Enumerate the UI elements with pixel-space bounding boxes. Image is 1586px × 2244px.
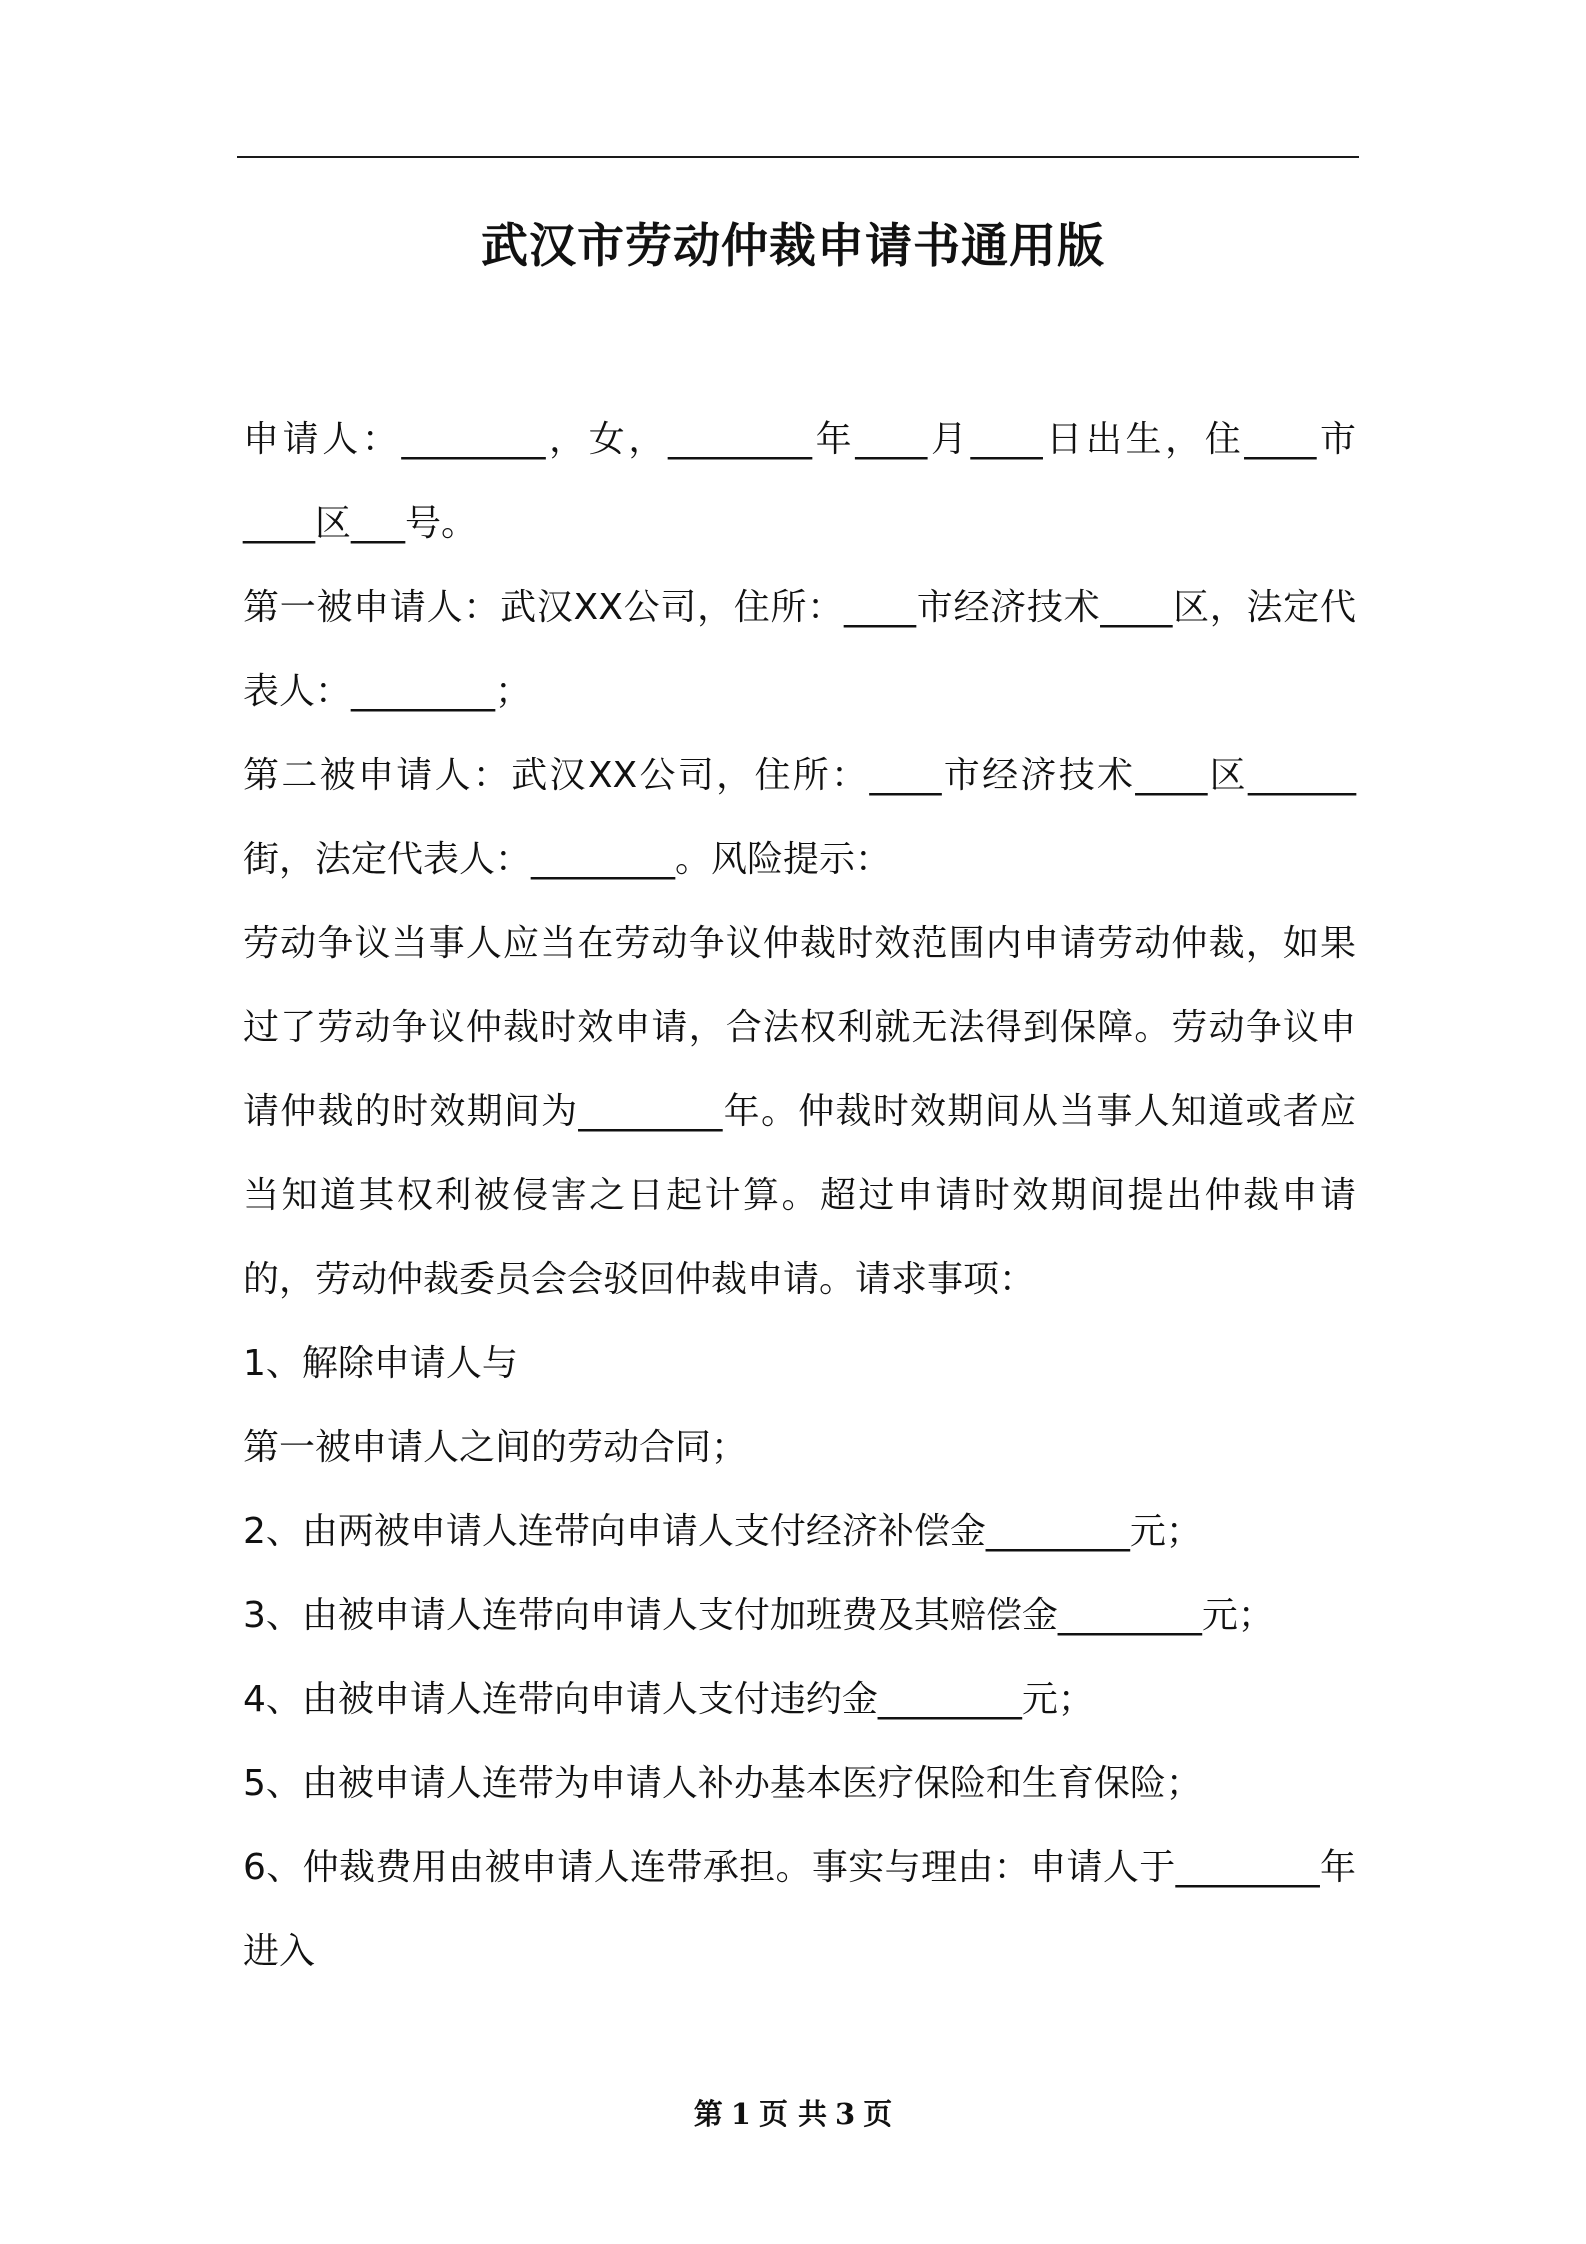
claim-item-2: 2、由两被申请人连带向申请人支付经济补偿金________元； [243, 1511, 1202, 1552]
page-label-middle: 页 共 [758, 2097, 828, 2131]
total-pages: 3 [835, 2097, 856, 2131]
second-respondent-paragraph: 第二被申请人：武汉XX公司，住所：____市经济技术____区______街，法定代表人：________。风险提示： [243, 755, 1356, 880]
claim-item-5: 5、由被申请人连带为申请人补办基本医疗保险和生育保险； [243, 1763, 1202, 1804]
page-label-prefix: 第 [693, 2097, 723, 2131]
document-body [243, 398, 1356, 1994]
claim-item-1-continued: 第一被申请人之间的劳动合同； [243, 1427, 748, 1468]
page-number: 1 [730, 2097, 751, 2131]
page-label-suffix: 页 [863, 2097, 893, 2131]
first-respondent-paragraph: 第一被申请人：武汉XX公司，住所：____市经济技术____区，法定代表人：________； [243, 587, 1356, 712]
risk-notice-paragraph: 劳动争议当事人应当在劳动争议仲裁时效范围内申请劳动仲裁，如果过了劳动争议仲裁时效申请，合法权利就无法得到保障。劳动争议申请仲裁的时效期间为________年。仲裁时效期间从当事人知道或者应当知道其权利被侵害之日起计算。超过申请时效期间提出仲裁申请的，劳动仲裁委员会会驳回仲裁申请。请求事项： [243, 923, 1356, 1300]
claim-item-4: 4、由被申请人连带向申请人支付违约金________元； [243, 1679, 1094, 1720]
claim-item-1: 1、解除申请人与 [243, 1343, 518, 1384]
applicant-paragraph: 申请人：________，女，________年____月____日出生，住____市____区___号。 [243, 419, 1356, 544]
page-footer [0, 2094, 1586, 2134]
document-title: 武汉市劳动仲裁申请书通用版 [481, 219, 1105, 274]
claim-item-6: 6、仲裁费用由被申请人连带承担。事实与理由：申请人于________年进入 [243, 1847, 1356, 1972]
header-rule [237, 156, 1359, 158]
claim-item-3: 3、由被申请人连带向申请人支付加班费及其赔偿金________元； [243, 1595, 1274, 1636]
